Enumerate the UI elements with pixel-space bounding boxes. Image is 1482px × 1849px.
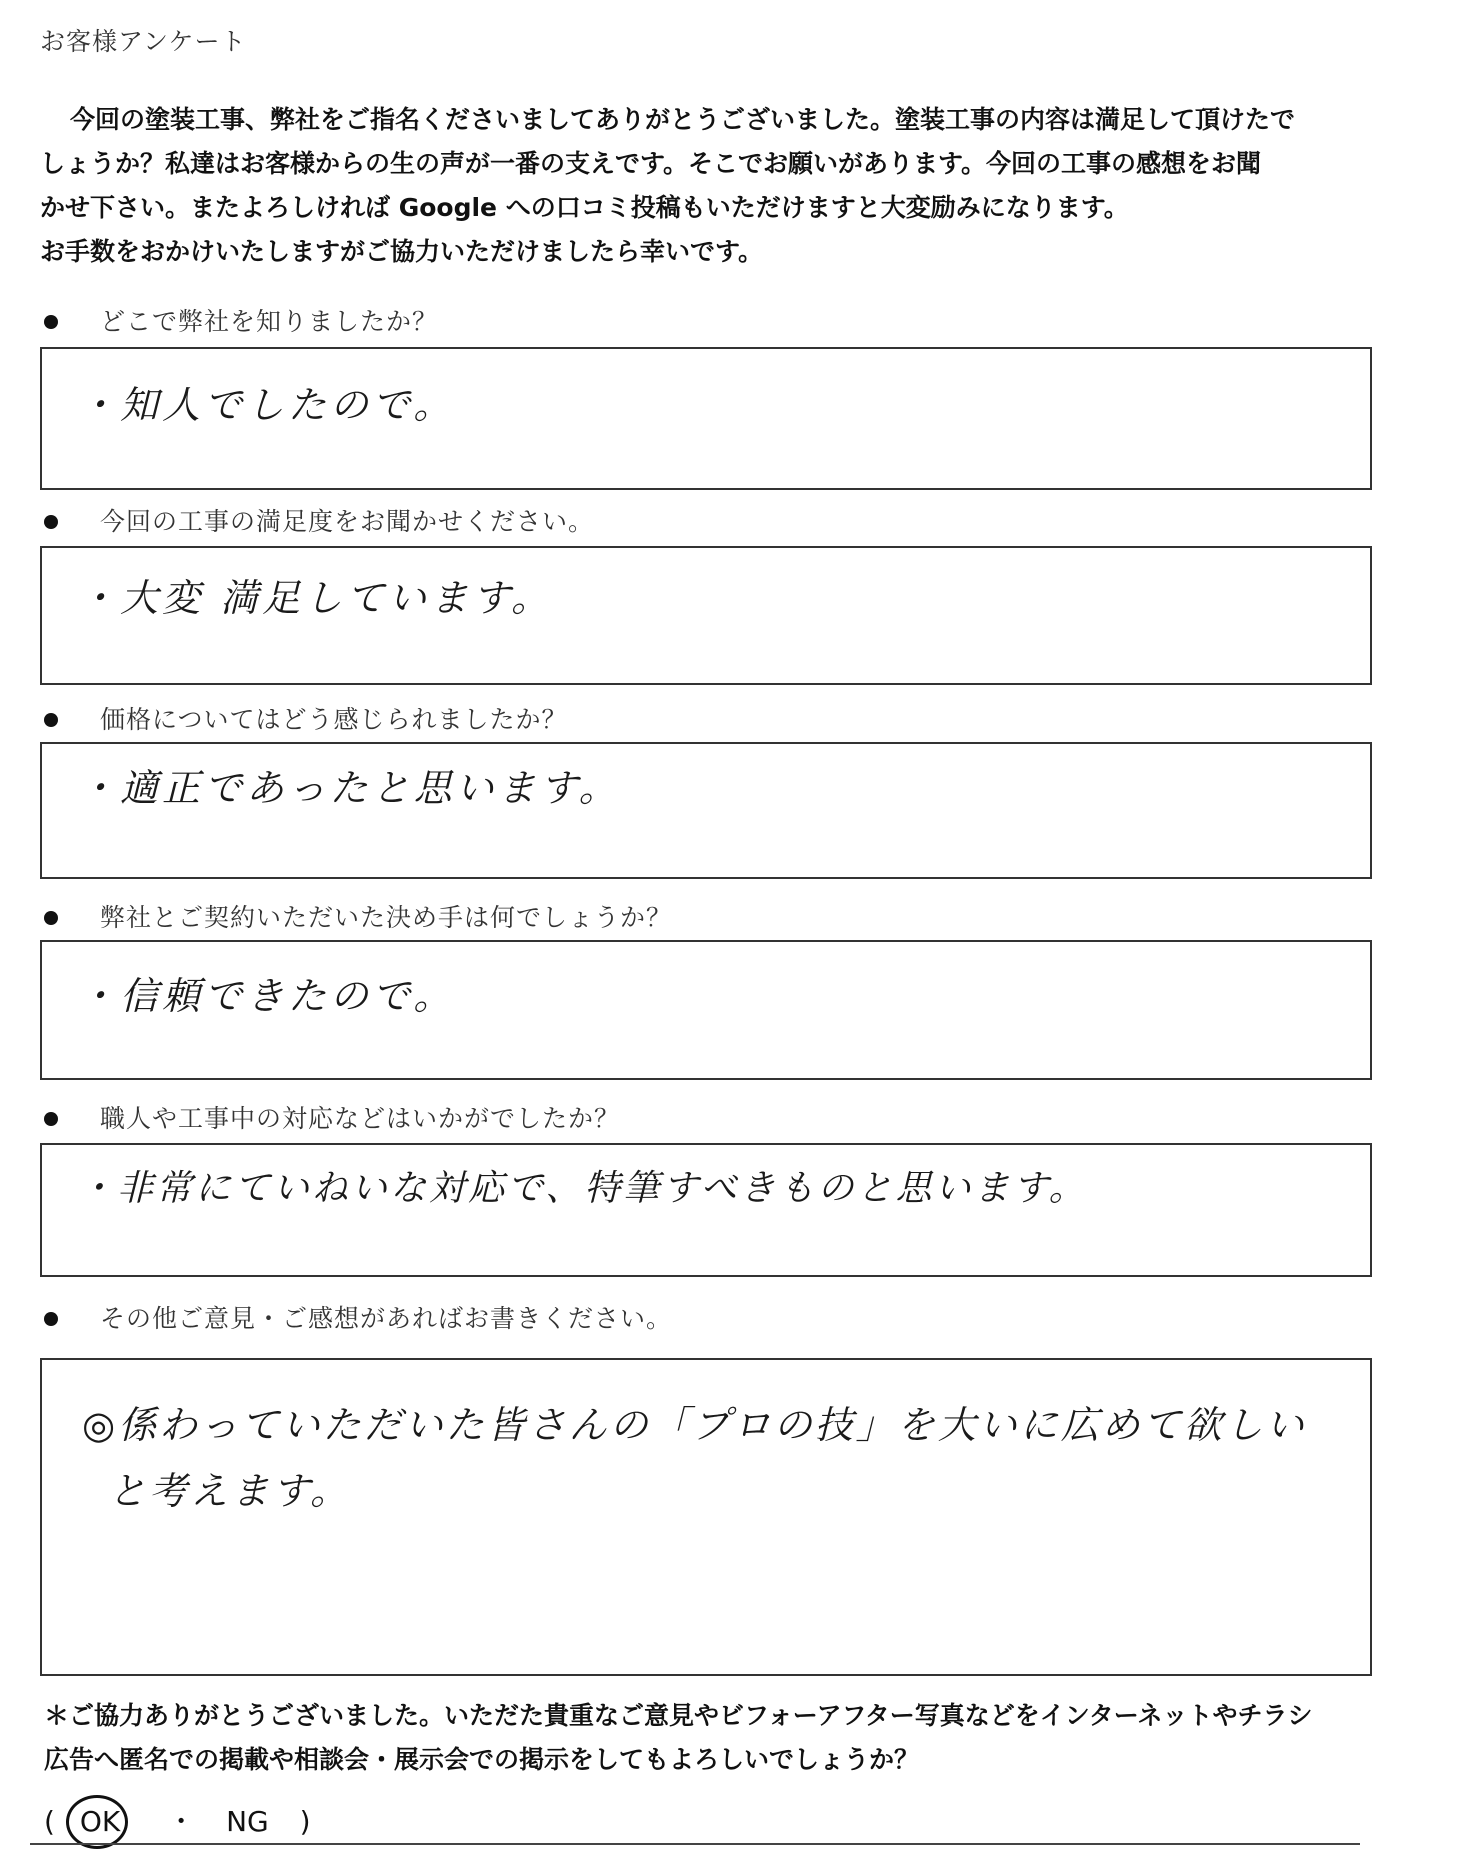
selected-circle-mark <box>66 1795 128 1849</box>
intro-line: かせ下さい。またよろしければ Google への口コミ投稿もいただけますと大変励みになります。 <box>40 193 1129 222</box>
intro-line: お手数をおかけいたしますがご協力いただけましたら幸いです。 <box>40 237 764 266</box>
handwritten-answer: ・知人でしたので。 <box>78 383 456 427</box>
handwritten-answer-line: と考えます。 <box>108 1469 351 1513</box>
question-6 <box>44 1299 672 1335</box>
bottom-divider <box>30 1843 1360 1845</box>
question-1 <box>44 302 438 338</box>
intro-line: しょうか？私達はお客様からの生の声が一番の支えです。そこでお願いがあります。今回の工事の感想をお聞 <box>40 149 1262 178</box>
answer-box-6[interactable] <box>40 1358 1372 1676</box>
consent-line: 広告へ匿名での掲載や相談会・展示会での掲示をしてもよろしいでしょうか？ <box>44 1745 920 1774</box>
consent-choice <box>44 1800 311 1840</box>
open-paren: ( <box>44 1805 55 1838</box>
answer-box-3[interactable] <box>40 742 1372 879</box>
bullet-icon <box>44 713 58 727</box>
question-text: 価格についてはどう感じられましたか？ <box>100 705 568 734</box>
answer-box-4[interactable] <box>40 940 1372 1080</box>
question-4 <box>44 898 672 934</box>
ok-option[interactable] <box>74 1805 126 1838</box>
close-paren: ) <box>299 1805 311 1838</box>
question-text: 職人や工事中の対応などはいかがでしたか？ <box>100 1104 621 1133</box>
bullet-icon <box>44 1112 58 1126</box>
bullet-icon <box>44 515 58 529</box>
option-separator: ・ <box>167 1805 196 1838</box>
bullet-icon <box>44 1312 58 1326</box>
question-text: どこで弊社を知りましたか？ <box>100 307 439 336</box>
question-2 <box>44 502 594 538</box>
ng-option[interactable]: NG <box>226 1805 269 1838</box>
question-text: 弊社とご契約いただいた決め手は何でしょうか？ <box>100 903 673 932</box>
question-text: その他ご意見・ご感想があればお書きください。 <box>100 1304 673 1333</box>
bullet-icon <box>44 911 58 925</box>
question-3 <box>44 700 568 736</box>
answer-box-1[interactable] <box>40 347 1372 490</box>
question-5 <box>44 1099 620 1135</box>
intro-line: 今回の塗装工事、弊社をご指名くださいましてありがとうございました。塗装工事の内容は満足して頂けたで <box>70 105 1296 134</box>
answer-box-2[interactable] <box>40 546 1372 685</box>
handwritten-answer <box>82 1392 1340 1524</box>
bullet-icon <box>44 315 58 329</box>
handwritten-answer: ・信頼できたので。 <box>78 974 456 1018</box>
answer-box-5[interactable] <box>40 1143 1372 1277</box>
question-text: 今回の工事の満足度をお聞かせください。 <box>100 507 595 536</box>
handwritten-answer: ・非常にていねいな対応で、特筆すべきものと思います。 <box>78 1168 1088 1209</box>
handwritten-answer: ・適正であったと思います。 <box>78 766 621 810</box>
handwritten-answer: ・大変 満足しています。 <box>78 576 554 620</box>
consent-note <box>44 1694 1444 1782</box>
form-title: お客様アンケート <box>40 27 247 56</box>
ok-option-label: OK <box>79 1805 121 1838</box>
intro-text <box>40 98 1440 274</box>
handwritten-answer-line: ◎係わっていただいた皆さんの「プロの技」を大いに広めて欲しい <box>82 1403 1307 1447</box>
consent-line: ＊ご協力ありがとうございました。いただた貴重なご意見やビフォーアフター写真などをインターネットやチラシ <box>44 1701 1313 1730</box>
